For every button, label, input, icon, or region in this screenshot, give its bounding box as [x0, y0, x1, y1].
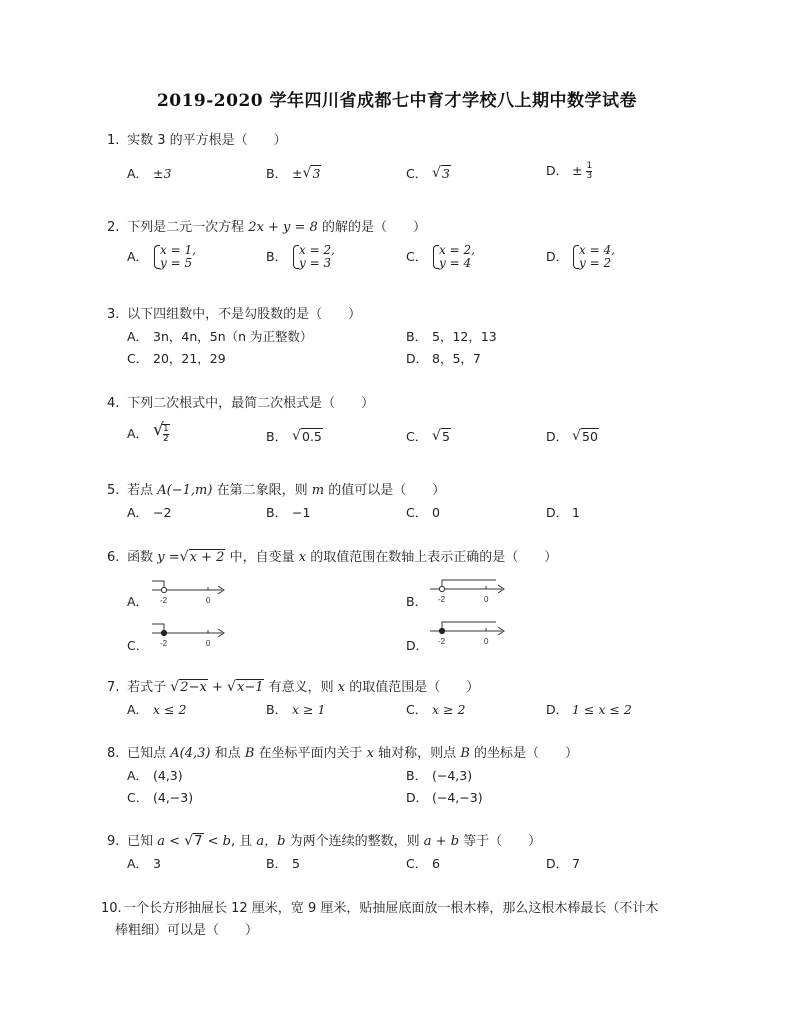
equation: 2x + y = 8 — [248, 220, 318, 235]
number-line-d — [426, 617, 508, 649]
q3-option-a[interactable]: A． 3n，4n，5n（n 为正整数） — [127, 329, 313, 344]
svg-text:-2: -2 — [438, 637, 446, 646]
question-number: 5. — [107, 483, 120, 498]
q2-option-a[interactable]: A． x = 1, y = 5 — [127, 243, 196, 270]
sqrt: √ 7 — [184, 833, 203, 849]
equation-system: x = 2, y = 3 — [292, 244, 335, 270]
question-10-line-1: 10.一个长方形抽屉长 12 厘米，宽 9 厘米，贴抽屉底面放一根木棒，那么这根木棒最长（不计木 — [101, 898, 721, 920]
q4-option-a[interactable]: A． √ $\frac{1}{2}$ — [127, 420, 169, 444]
question-number: 6. — [107, 550, 120, 565]
q2-option-b[interactable]: B． x = 2, y = 3 — [266, 243, 335, 270]
q5-option-d[interactable]: D． 1 — [546, 505, 580, 520]
sqrt: √ x−1 — [226, 679, 264, 695]
q7-option-c[interactable]: C． x ≥ 2 — [406, 702, 466, 717]
question-6: 6. 函数 y = √ x + 2 中，自变量 x 的取值范围在数轴上表示正确的是（ ） — [107, 549, 558, 565]
q6-option-a[interactable]: A． — [127, 594, 149, 609]
equation-system: x = 2, y = 4 — [432, 244, 475, 270]
q8-option-b[interactable]: B． (−4,3) — [406, 768, 473, 783]
q4-option-c[interactable]: C． √ 5 — [406, 428, 450, 444]
equation-system: x = 4, y = 2 — [572, 244, 615, 270]
sqrt: √ 3 — [302, 165, 321, 181]
question-5: 5. 若点 A(−1,m) 在第二象限，则 m 的值可以是（ ） — [107, 483, 446, 498]
sqrt: √ x + 2 — [179, 549, 225, 565]
question-number: 9. — [107, 834, 120, 849]
q3-option-d[interactable]: D． 8，5，7 — [406, 351, 481, 366]
q2-option-c[interactable]: C． x = 2, y = 4 — [406, 243, 475, 270]
q1-option-a[interactable]: A． ±3 — [127, 166, 172, 181]
question-number: 7. — [107, 680, 120, 695]
q5-option-b[interactable]: B． −1 — [266, 505, 311, 520]
question-1 — [107, 132, 287, 150]
q3-option-b[interactable]: B． 5，12，13 — [406, 329, 497, 344]
q9-option-b[interactable]: B． 5 — [266, 856, 300, 871]
q1-option-c[interactable]: C． √ 3 — [406, 165, 450, 181]
question-7: 7. 若式子 √ 2−x + √ x−1 有意义，则 x 的取值范围是（ ） — [107, 679, 480, 695]
q9-option-c[interactable]: C． 6 — [406, 856, 440, 871]
question-text: 实数 3 的平方根是（ ） — [127, 133, 287, 148]
sqrt: √ 0.5 — [292, 428, 322, 444]
q4-option-b[interactable]: B． √ 0.5 — [266, 428, 322, 444]
q9-option-a[interactable]: A． 3 — [127, 856, 161, 871]
sqrt: √ $\frac{1}{2}$ — [153, 420, 169, 444]
question-number: 1. — [107, 133, 120, 148]
q8-option-d[interactable]: D． (−4,−3) — [406, 790, 483, 805]
svg-text:-2: -2 — [438, 595, 446, 604]
q3-option-c[interactable]: C． 20，21，29 — [127, 351, 226, 366]
svg-text:0: 0 — [206, 596, 211, 605]
q9-option-d[interactable]: D． 7 — [546, 856, 580, 871]
q7-option-d[interactable]: D． 1 ≤ x ≤ 2 — [546, 702, 632, 717]
q8-option-a[interactable]: A． (4,3) — [127, 768, 183, 783]
q8-option-c[interactable]: C． (4,−3) — [127, 790, 194, 805]
q7-option-a[interactable]: A． x ≤ 2 — [127, 702, 187, 717]
q4-option-d[interactable]: D． √ 50 — [546, 428, 598, 444]
svg-text:-2: -2 — [160, 639, 168, 648]
svg-text:-2: -2 — [160, 596, 168, 605]
sqrt: √ 3 — [432, 165, 450, 181]
question-2: 2. 下列是二元一次方程 2x + y = 8 的解的是（ ） — [107, 220, 426, 235]
q1-option-d[interactable]: D． ± $\frac{1}{3}$ — [546, 161, 593, 181]
svg-text:0: 0 — [484, 595, 489, 604]
number-line-a — [148, 576, 228, 608]
q7-option-b[interactable]: B． x ≥ 1 — [266, 702, 326, 717]
q2-option-d[interactable]: D． x = 4, y = 2 — [546, 243, 615, 270]
number-line-c — [148, 619, 228, 651]
question-number: 2. — [107, 220, 120, 235]
svg-text:0: 0 — [484, 637, 489, 646]
sqrt: √ 5 — [432, 428, 450, 444]
number-line-b — [426, 575, 508, 607]
fraction: $\frac{1}{3}$ — [586, 161, 593, 181]
question-3: 3. 以下四组数中，不是勾股数的是（ ） — [107, 307, 362, 322]
question-10-line-2: 棒粗细）可以是（ ） — [115, 923, 259, 938]
question-number: 8. — [107, 746, 120, 761]
q6-option-b[interactable]: B． — [406, 594, 428, 609]
question-number: 4. — [107, 396, 120, 411]
q5-option-a[interactable]: A． −2 — [127, 505, 172, 520]
question-number: 3. — [107, 307, 120, 322]
question-10 — [101, 898, 721, 942]
question-8: 8. 已知点 A(4,3) 和点 B 在坐标平面内关于 x 轴对称，则点 B 的坐标是（ ） — [107, 746, 579, 761]
question-number: 10. — [101, 901, 122, 916]
svg-text:0: 0 — [206, 639, 211, 648]
sqrt: √ 50 — [572, 428, 598, 444]
question-4: 4. 下列二次根式中，最简二次根式是（ ） — [107, 396, 375, 411]
page-title: 2019-2020 学年四川省成都七中育才学校八上期中数学试卷 — [156, 91, 638, 111]
q6-option-c[interactable]: C． — [127, 638, 149, 653]
q5-option-c[interactable]: C． 0 — [406, 505, 440, 520]
q6-option-d[interactable]: D． — [406, 638, 429, 653]
q1-option-b[interactable]: B． ± √ 3 — [266, 165, 321, 181]
question-9: 9. 已知 a < √ 7 < b, 且 a，b 为两个连续的整数，则 a + b 等于（ ） — [107, 833, 542, 849]
sqrt: √ 2−x — [170, 679, 207, 695]
equation-system: x = 1, y = 5 — [153, 244, 196, 270]
